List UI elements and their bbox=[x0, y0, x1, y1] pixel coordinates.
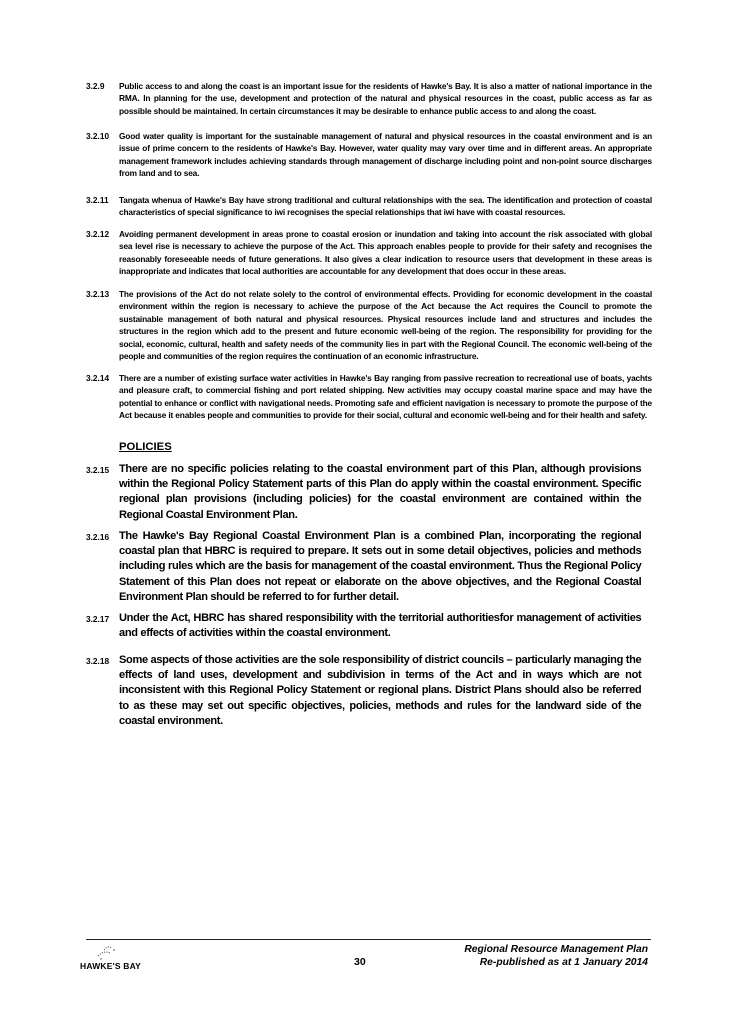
footer-title-line-1: Regional Resource Management Plan bbox=[464, 944, 648, 955]
footer-divider bbox=[86, 939, 651, 940]
paragraph-number: 3.2.10 bbox=[86, 131, 110, 141]
footer-document-title bbox=[464, 943, 648, 969]
paragraph-3-2-12 bbox=[86, 228, 652, 278]
paragraph-number: 3.2.14 bbox=[86, 373, 110, 383]
paragraph-3-2-13 bbox=[86, 288, 652, 362]
paragraph-number: 3.2.15 bbox=[86, 465, 110, 475]
paragraph-3-2-10 bbox=[86, 130, 652, 180]
logo-bird-icon bbox=[90, 942, 124, 962]
paragraph-3-2-16 bbox=[86, 529, 652, 605]
paragraph-text: Avoiding permanent development in areas prone to coastal erosion or inundation and taking into account the risk associated with global sea level rise is necessary to achieve the purpose of the Act. This approach enables people to provide for their safety and recognises the reasonably foreseeable needs of future generations. It also gives a clear indication to resource users that development in these areas is inappropriate and indicates that local authorities are accountable for any development that does occur in these areas. bbox=[119, 229, 652, 277]
paragraph-text: The Hawke's Bay Regional Coastal Environment Plan is a combined Plan, incorporating the regional coastal plan that HBRC is required to prepare. It sets out in some detail objectives, policies and methods including rules which are the basis for management of the coastal environment. Thus the Regional Policy Statement of this Plan does not repeat or elaborate on the above objectives, and the Regional Coastal Environment Plan should be referred to for further detail. bbox=[119, 530, 642, 603]
paragraph-3-2-15 bbox=[86, 462, 652, 523]
paragraph-number: 3.2.17 bbox=[86, 614, 110, 624]
logo-text: HAWKE'S BAY bbox=[80, 961, 142, 971]
policies-heading: POLICIES bbox=[119, 441, 172, 453]
paragraph-3-2-14 bbox=[86, 372, 652, 422]
paragraph-text: Good water quality is important for the sustainable management of natural and physical resources in the coastal environment and is an issue of prime concern to the residents of Hawke's Bay. However, water quality may vary over time and in different areas. An appropriate management framework includes achieving standards through management of discharge including point and non-point source discharges from land and to sea. bbox=[119, 131, 652, 179]
paragraph-3-2-9 bbox=[86, 80, 652, 117]
paragraph-number: 3.2.9 bbox=[86, 81, 105, 91]
paragraph-text: Some aspects of those activities are the sole responsibility of district councils – particularly managing the effects of land uses, development and subdivision in terms of the Act and in ways which are not inconsistent with this Regional Policy Statement or regional plans. District Plans should also be referred to as these may set out specific objectives, policies, methods and rules for the landward side of the coastal environment. bbox=[119, 654, 642, 727]
paragraph-text: There are a number of existing surface water activities in Hawke's Bay ranging from passive recreation to recreational use of boats, yachts and pleasure craft, to commercial fishing and port related shipping. New activities may occupy coastal marine space and may have the potential to enhance or conflict with navigational needs. Promoting safe and efficient navigation is necessary to promote the purpose of the Act because it enables people and communities to provide for their social, cultural and economic well-being and for their health and safety. bbox=[119, 373, 652, 421]
paragraph-text: Under the Act, HBRC has shared responsibility with the territorial authoritiesfor management of activities and effects of activities within the coastal environment. bbox=[119, 612, 642, 640]
paragraph-3-2-17 bbox=[86, 611, 652, 641]
paragraph-text: Public access to and along the coast is an important issue for the residents of Hawke's Bay. It is also a matter of national importance in the RMA. In planning for the use, development and protection of the natural and physical resources in the coast, public access as far as possible should be maintained. In certain circumstances it may be desirable to enhance public access to and along the coast. bbox=[119, 81, 652, 116]
hawkes-bay-logo bbox=[80, 942, 160, 974]
paragraph-number: 3.2.13 bbox=[86, 289, 110, 299]
paragraph-text: The provisions of the Act do not relate solely to the control of environmental effects. Providing for economic development in the coastal environment within the region is necessary to achieve the purpose of the Act because the Act requires the Council to promote the sustainable management of both natural and physical resources. Physical resources include land and structures and includes the structures in the region which add to the present and future economic well-being of the region. The responsibility for providing for the social, economic, cultural, health and safety needs of the community lies in part with the Regional Council. The economic well-being of the people and communities of the region requires the continuation of an economic infrastructure. bbox=[119, 289, 652, 362]
paragraph-number: 3.2.12 bbox=[86, 229, 110, 239]
paragraph-text: Tangata whenua of Hawke's Bay have strong traditional and cultural relationships with the sea. The identification and protection of coastal characteristics of special significance to iwi recognises the special relationships that iwi have with coastal resources. bbox=[119, 195, 652, 218]
footer-title-line-2: Re-published as at 1 January 2014 bbox=[479, 957, 648, 968]
paragraph-number: 3.2.16 bbox=[86, 532, 110, 542]
paragraph-text: There are no specific policies relating to the coastal environment part of this Plan, although provisions within the Regional Policy Statement parts of this Plan do apply within the coastal environment. Specific regional plan provisions (including policies) for the coastal environment are contained within the Regional Coastal Environment Plan. bbox=[119, 463, 642, 521]
paragraph-3-2-11 bbox=[86, 194, 652, 219]
paragraph-number: 3.2.18 bbox=[86, 656, 110, 666]
page-number: 30 bbox=[354, 956, 366, 968]
paragraph-3-2-18 bbox=[86, 653, 652, 729]
paragraph-number: 3.2.11 bbox=[86, 195, 109, 205]
